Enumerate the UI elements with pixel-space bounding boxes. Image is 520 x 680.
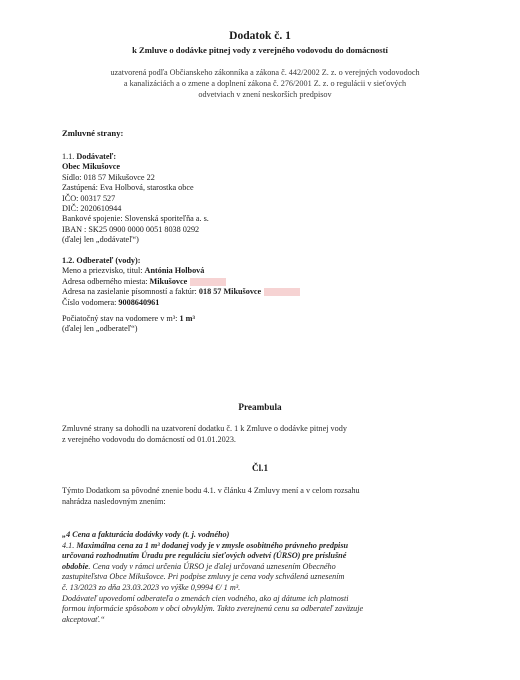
supplier-rep: Zastúpená: Eva Holbová, starostka obce bbox=[62, 183, 194, 193]
customer-meter-label: Číslo vodomera: bbox=[62, 297, 119, 307]
customer-block bbox=[62, 256, 300, 335]
customer-alias: (ďalej len „odberateľ“) bbox=[62, 324, 138, 334]
quote-bold-line: určovaná rozhodnutím Úradu pre reguláciu sieťových odvetví (ÚRSO) pre príslušné bbox=[62, 551, 347, 561]
quoted-clause bbox=[62, 530, 472, 625]
quote-line: akceptovať.“ bbox=[62, 614, 105, 624]
customer-state-value: 1 m³ bbox=[179, 314, 195, 324]
article-text bbox=[62, 485, 462, 507]
customer-addr-value: Mikušovce bbox=[149, 276, 188, 286]
customer-meter-value: 9008640961 bbox=[118, 297, 160, 307]
customer-mail-label: Adresa na zasielanie písomností a faktúr: bbox=[62, 287, 199, 297]
supplier-dic: DIČ: 2020610944 bbox=[62, 204, 122, 214]
supplier-block bbox=[62, 152, 209, 246]
supplier-label-num: 1.1. bbox=[62, 152, 77, 161]
preamble-line: z verejného vodovodu do domácností od 01.01.2023. bbox=[62, 435, 236, 444]
quote-line: č. 13/2023 zo dňa 23.03.2023 vo výške 0,9994 €/ 1 m³. bbox=[62, 582, 241, 592]
customer-label: 1.2. Odberateľ (vody): bbox=[62, 256, 141, 265]
customer-name-value: Antónia Holbová bbox=[144, 266, 205, 276]
article-line: nahrádza nasledovným znením: bbox=[62, 497, 166, 506]
intro-line: odvetviach v znení neskorších predpisov bbox=[198, 90, 332, 99]
quote-heading: „4 Cena a fakturácia dodávky vody (t. j. vodného) bbox=[62, 530, 230, 539]
customer-addr-label: Adresa odberného miesta: bbox=[62, 276, 150, 286]
quote-line: Dodávateľ upovedomí odberateľa o zmenách cien vodného, ako aj dátume ich platnosti bbox=[62, 593, 349, 603]
redaction-mark bbox=[264, 288, 300, 296]
article-heading: Čl.1 bbox=[251, 463, 269, 473]
quote-line: zastupiteľstva Obce Mikušovce. Pri podpise zmluvy je cena vody schválená uznesením bbox=[62, 572, 345, 582]
parties-heading: Zmluvné strany: bbox=[62, 128, 124, 138]
supplier-bank: Bankové spojenie: Slovenská sporiteľňa a. s. bbox=[62, 214, 209, 224]
intro-line: a kanalizáciách a o zmene a doplnení zákona č. 276/2001 Z. z. o regulácii v sieťových bbox=[123, 79, 407, 88]
customer-name-label: Meno a priezvisko, titul: bbox=[62, 266, 145, 276]
customer-mail-value: 018 57 Mikušovce bbox=[198, 287, 262, 297]
redaction-mark bbox=[190, 278, 226, 286]
supplier-ico: IČO: 00317 527 bbox=[62, 193, 116, 203]
quote-line: . Cena vody v rámci určenia ÚRSO je ďalej určovaná uznesením Obecného bbox=[88, 561, 336, 571]
customer-state-label: Počiatočný stav na vodomere v m³: bbox=[62, 314, 180, 324]
supplier-label: Dodávateľ: bbox=[76, 152, 117, 161]
intro-line: uzatvorená podľa Občianskeho zákonníka a zákona č. 442/2002 Z. z. o verejných vodovodoch bbox=[110, 68, 420, 77]
supplier-alias: (ďalej len „dodávateľ“) bbox=[62, 235, 139, 245]
preamble-heading: Preambula bbox=[238, 402, 282, 412]
document-title: Dodatok č. 1 bbox=[229, 30, 291, 42]
supplier-iban: IBAN : SK25 0900 0000 0051 8038 0292 bbox=[62, 224, 200, 234]
quote-bold-word: obdobie bbox=[62, 561, 89, 571]
document-subtitle: k Zmluve o dodávke pitnej vody z verejného vodovodu do domácností bbox=[132, 45, 388, 55]
quote-bold-line: Maximálna cena za 1 m³ dodanej vody je v zmysle osobitného právneho predpisu bbox=[76, 540, 349, 550]
preamble-text bbox=[62, 423, 462, 445]
quote-num: 4.1. bbox=[62, 540, 77, 550]
article-line: Týmto Dodatkom sa pôvodné znenie bodu 4.1. v článku 4 Zmluvy mení a v celom rozsahu bbox=[62, 486, 360, 495]
document-intro bbox=[40, 67, 490, 100]
supplier-seat: Sídlo: 018 57 Mikušovce 22 bbox=[62, 172, 155, 182]
preamble-line: Zmluvné strany sa dohodli na uzatvorení dodatku č. 1 k Zmluve o dodávke pitnej vody bbox=[62, 424, 347, 433]
supplier-name: Obec Mikušovce bbox=[62, 162, 120, 172]
quote-line: formou informácie spôsobom v obci obvyklým. Takto zverejnenú cenu sa odberateľ zaväzuje bbox=[62, 604, 364, 614]
